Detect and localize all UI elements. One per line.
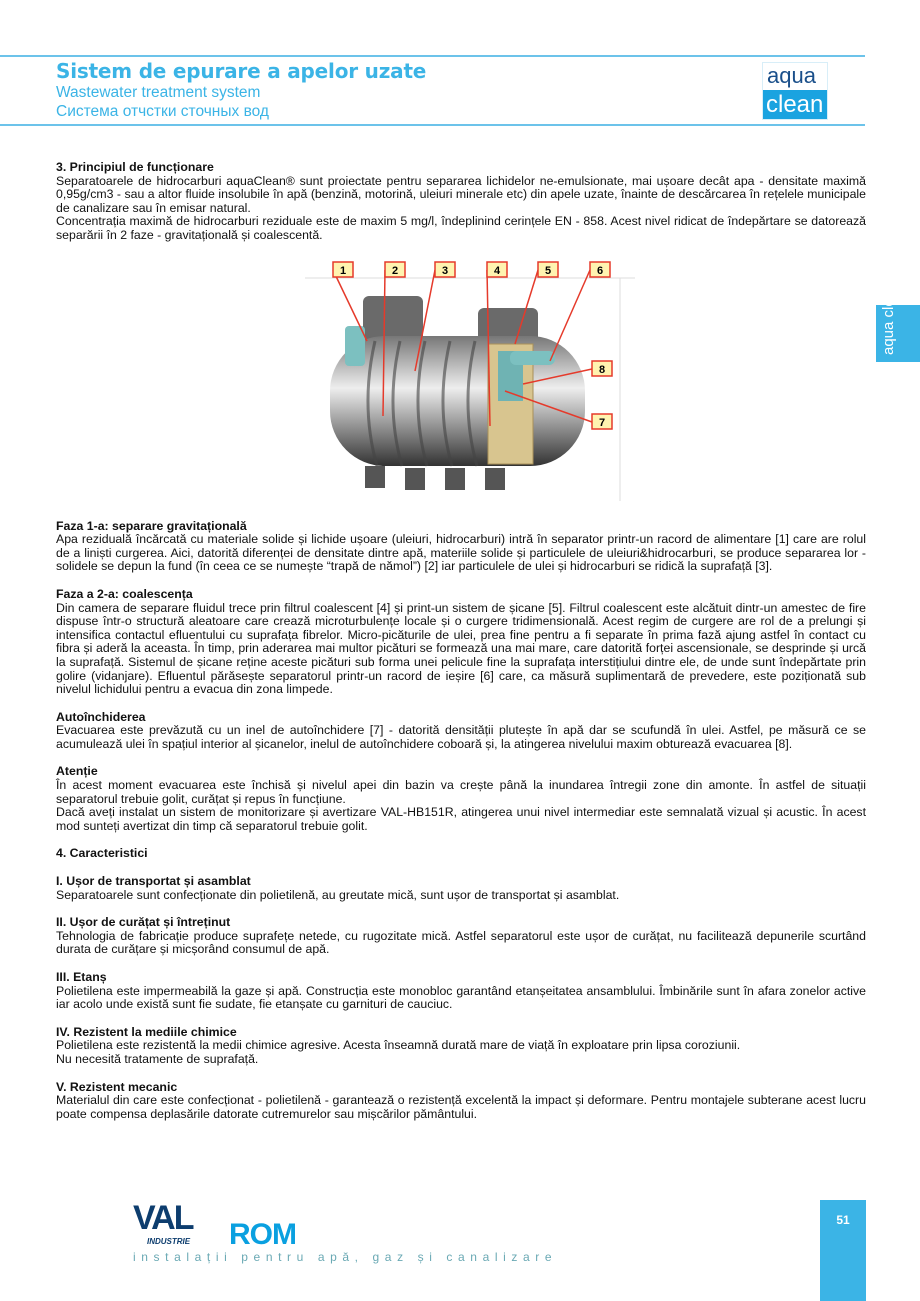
callout-label-3: 3 — [441, 264, 449, 277]
paragraph: Polietilena este rezistentă la medii chimice agresive. Acesta înseamnă durată mare de viață în exploatare prin lipsa coroziunii. — [56, 1038, 741, 1053]
paragraph: Din camera de separare fluidul trece prin filtrul coalescent [4] și print-un sistem de șicane [5]. Filtrul coalescent este alcătuit dintr-un amestec de fire dispuse într-o structură aleatoare care crează microturbulențe locale și o curgere tridimensională. Acest regim de curgere are rol de a prelungi și intensifica contactul efluentului cu suprafața fibrelor. Micro-picăturile de ulei, prea fine pentru a fi separate în prima fază ajung astfel în contact cu fibra și aderă la aceasta. În timp, prin aderarea mai multor picături se formează una mai mare, care datorită forței ascensionale, se desprinde și urcă la suprafață. Sistemul de șicane reține aceste picături sub forma unei pelicule fine la suprafața interstițiului dintre ele, de unde sunt îndepărtate prin golire (vidanjare). Efluentul părăsește separatorul printr-un racord de ieșire [6] care, ca măsură suplimentară de prevedere, este poziționată sub nivelul lichidului pentru a evacua din zona limpede. — [56, 600, 866, 697]
paragraph: Nu necesită tratamente de suprafață. — [56, 1051, 259, 1066]
logo-text-top: aqua — [767, 63, 816, 88]
section-heading: V. Rezistent mecanic — [56, 1079, 178, 1094]
header-top-rule — [0, 55, 865, 57]
page-title: Sistem de epurare a apelor uzate — [56, 59, 427, 83]
paragraph: Tehnologia de fabricație produce suprafețe netede, cu rugozitate mică. Astfel separatorul este ușor de curățat, nu facilitează depunerile scurtând durata de curățare și micșorând consumul de apă. — [56, 928, 866, 957]
valrom-logo — [133, 1198, 318, 1248]
side-tab-label: aqua clean — [880, 281, 897, 355]
section-heading: Autoînchiderea — [56, 709, 146, 724]
page-number-box — [820, 1200, 866, 1301]
footer-tagline: instalații pentru apă, gaz și canalizare — [133, 1250, 558, 1264]
separator-diagram — [305, 256, 635, 506]
header-bottom-rule — [0, 124, 865, 126]
subtitle-ru: Система отчстки сточных вод — [56, 103, 269, 120]
callout-label-8: 8 — [598, 363, 606, 376]
logo-industrie: INDUSTRIE — [147, 1237, 191, 1246]
paragraph: Materialul din care este confecționat - polietilenă - garantează o rezistență excelentă la impact și deformare. Pentru montajele subterane acest lucru poate compensa deplasările datorate cutremurelor sau mișcărilor pământului. — [56, 1093, 866, 1121]
callout-leader-6 — [550, 270, 590, 361]
paragraph: Separatoarele sunt confecționate din polietilenă, au greutate mică, sunt ușor de transportat și asamblat. — [56, 887, 620, 902]
callout-label-2: 2 — [391, 264, 399, 277]
document-body — [56, 161, 866, 1121]
section-heading: I. Ușor de transportat și asamblat — [56, 874, 251, 889]
callout-label-4: 4 — [493, 264, 501, 277]
section-heading: 4. Caracteristici — [56, 846, 148, 861]
paragraph: În acest moment evacuarea este închisă și nivelul apei din bazin va crește până la inundarea întregii zone din amonte. În astfel de situații separatorul trebuie golit, curățat și repus în funcțiune. — [56, 778, 866, 806]
page-number: 51 — [836, 1213, 850, 1227]
paragraph: Apa reziduală încărcată cu materiale solide și lichide ușoare (uleiuri, hidrocarburi) intră în separator printr-un racord de alimentare [1] care are rolul de a liniști curgerea. Aici, datorită diferenței de densitate dintre apă, materiile solide și particulele de uleiuri&hidrocarburi, se produce separarea lor - solidele se depun la fund (în ceea ce se numește “trapă de nămol”) [2] iar particulele de ulei și hidrocarburi se ridică la suprafață [3]. — [56, 532, 866, 574]
paragraph: Concentrația maximă de hidrocarburi reziduale este de maxim 5 mg/l, îndeplinind cerințele EN - 858. Acest nivel ridicat de îndepărtare se datorează separării în 2 faze - gravitațională și coalescentă. — [56, 214, 866, 242]
section-heading: III. Etanș — [56, 970, 107, 984]
section-heading: 3. Principiul de funcționare — [56, 160, 214, 174]
callout-label-1: 1 — [339, 264, 347, 277]
paragraph: Polietilena este impermeabilă la gaze și apă. Construcția este monobloc garantând etanșeitatea ansamblului. Îmbinările sunt în afara zonelor active iar acolo unde există sunt fie sudate, fie etanșate cu garnituri de cauciuc. — [56, 983, 866, 1012]
side-tab — [876, 281, 920, 362]
aquaclean-logo — [762, 62, 828, 120]
paragraph: Evacuarea este prevăzută cu un inel de autoînchidere [7] - datorită densității plutește în apă dar se scufundă în ulei. Astfel, pe măsură ce se acumulează ulei în spațiul interior al șicanelor, inelul de autoînchidere coboară și, la atingerea nivelului maxim obturează evacuarea [8]. — [56, 723, 866, 751]
subtitle-en: Wastewater treatment system — [56, 84, 261, 101]
section-heading: IV. Rezistent la mediile chimice — [56, 1024, 237, 1039]
callout-label-5: 5 — [544, 264, 552, 277]
callout-label-7: 7 — [598, 416, 606, 429]
separator-illustration — [305, 256, 635, 506]
section-heading: Faza a 2-a: coalescența — [56, 586, 193, 601]
section-heading: II. Ușor de curățat și întreținut — [56, 915, 231, 930]
logo-rom: ROM — [229, 1218, 296, 1248]
paragraph: Dacă aveți instalat un sistem de monitorizare și avertizare VAL-HB151R, atingerea unui nivel intermediar este semnalată vizual și acustic. În acest mod sunteți avertizat din timp că separatorul trebuie golit. — [56, 805, 866, 833]
section-heading: Atenție — [56, 764, 98, 779]
logo-text-bottom: clean — [763, 90, 827, 120]
callout-label-6: 6 — [596, 264, 604, 277]
section-heading: Faza 1-a: separare gravitațională — [56, 518, 247, 533]
paragraph: Separatoarele de hidrocarburi aquaClean® sunt proiectate pentru separarea lichidelor ne-emulsionate, mai ușoare decât apa - densitate maximă 0,95g/cm3 - sau a altor fluide insolubile în apă (benzină, motorină, uleiuri minerale etc) din apele uzate, înainte de descărcarea în rețelele municipale de canalizare sau în emisar natural. — [56, 173, 866, 215]
logo-val: VAL — [133, 1199, 193, 1237]
